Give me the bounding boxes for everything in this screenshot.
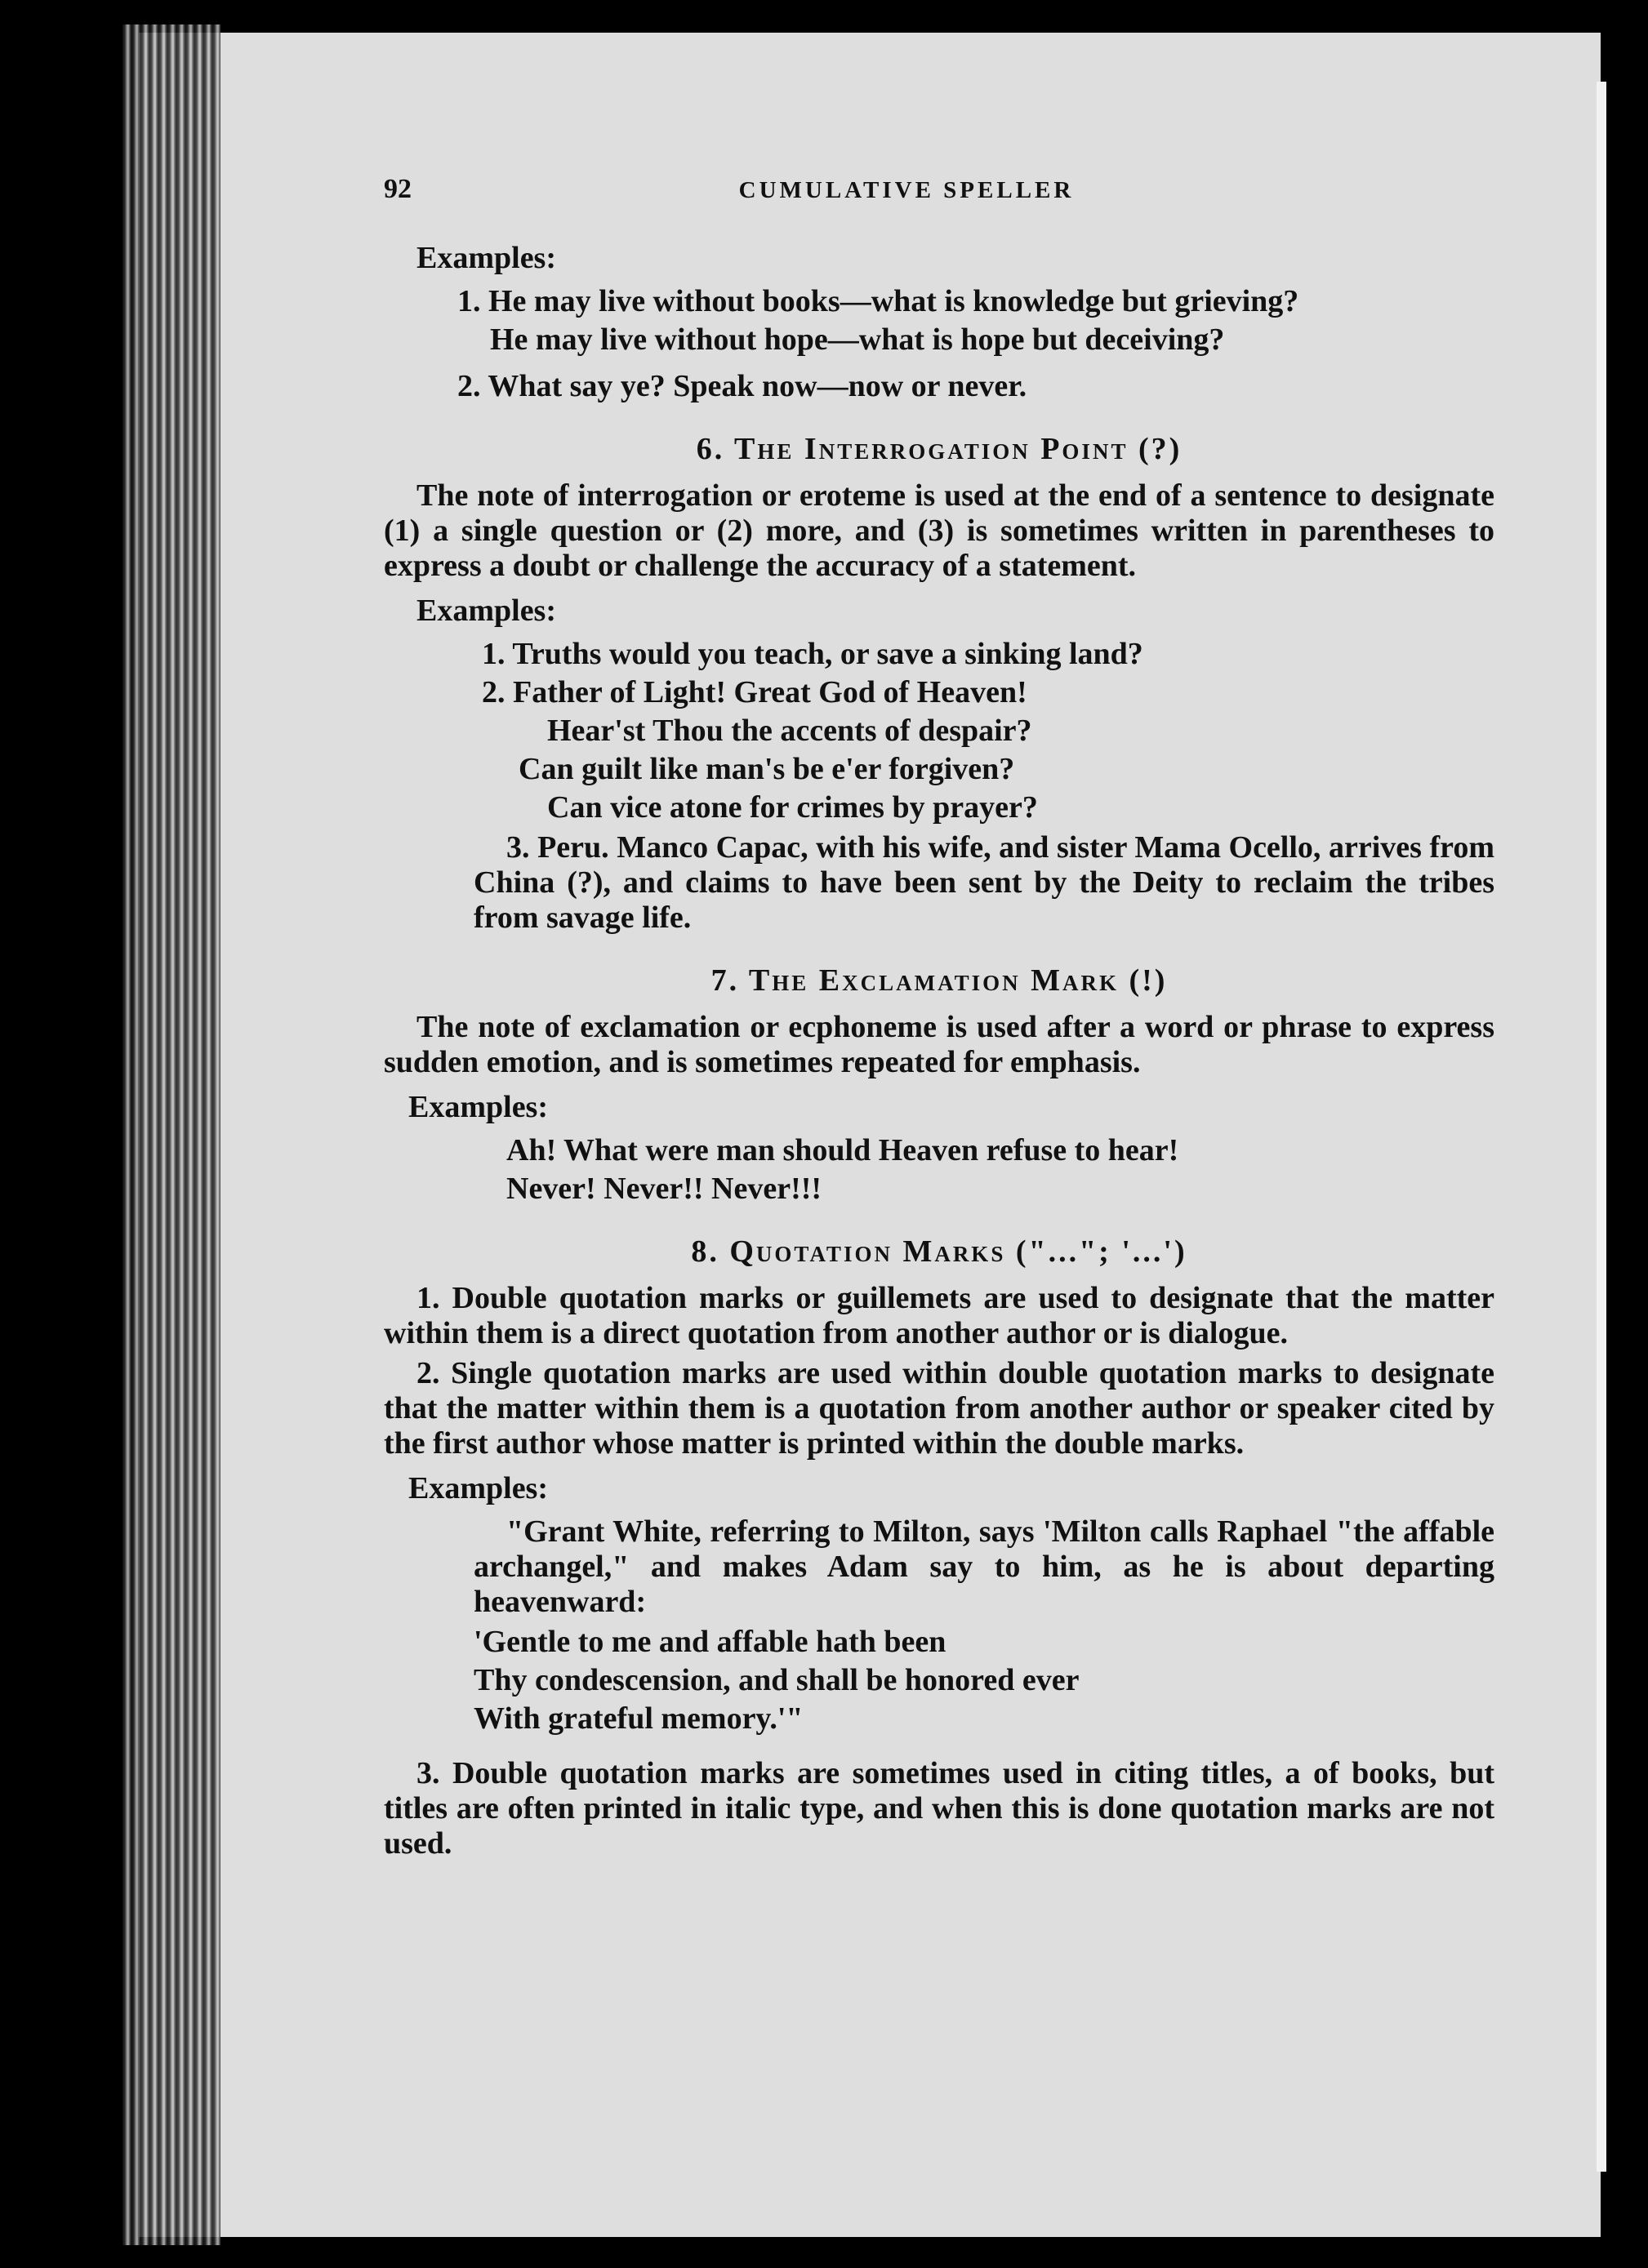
page-number: 92 [384, 174, 412, 204]
verse-line: Hear'st Thou the accents of despair? [547, 714, 1032, 748]
section-paragraph: 3. Double quotation marks are sometimes used in citing titles, a of books, but titles are often printed in italic type, and when this is done quotation marks are not used. [384, 1756, 1494, 1861]
example-line: 1. He may live without books—what is knowledge but grieving? [457, 284, 1299, 318]
examples-label: Examples: [408, 1471, 548, 1505]
example-line: 2. Father of Light! Great God of Heaven! [482, 675, 1027, 709]
running-head: CUMULATIVE SPELLER [738, 177, 1075, 203]
spacer [384, 1740, 1494, 1756]
verse-line: Can vice atone for crimes by prayer? [547, 790, 1038, 825]
example-line: 2. What say ye? Speak now—now or never. [457, 369, 1027, 403]
example-line: 1. Truths would you teach, or save a sinking land? [482, 637, 1143, 671]
page-content [384, 171, 1494, 1866]
example-paragraph: "Grant White, referring to Milton, says 'Milton calls Raphael "the affable archangel," and makes Adam say to him, as he is about departing heavenward: [474, 1514, 1494, 1619]
page-header [384, 171, 1494, 208]
example-paragraph: 3. Peru. Manco Capac, with his wife, and sister Mama Ocello, arrives from China (?), and claims to have been sent by the Deity to reclaim the tribes from savage life. [474, 830, 1494, 935]
examples-label: Examples: [408, 1090, 548, 1124]
section-paragraph: 1. Double quotation marks or guillemets are used to designate that the matter within them is a direct quotation from another author or is dialogue. [384, 1281, 1494, 1350]
section-paragraph: 2. Single quotation marks are used within double quotation marks to designate that the matter within them is a quotation from another author or speaker cited by the first author whose matter is printed within the double marks. [384, 1356, 1494, 1461]
section-paragraph: The note of interrogation or eroteme is used at the end of a sentence to designate (1) a single question or (2) more, and (3) is sometimes written in parentheses to express a doubt or challenge the accuracy of a statement. [384, 478, 1494, 583]
section-heading: 7. The Exclamation Mark (!) [710, 963, 1168, 998]
book-binding-edge [122, 24, 220, 2245]
verse-line: Thy condescension, and shall be honored ever [474, 1663, 1080, 1697]
examples-label: Examples: [416, 241, 556, 275]
example-line: He may live without hope—what is hope but deceiving? [490, 322, 1225, 357]
example-line: Ah! What were man should Heaven refuse to hear! [506, 1133, 1179, 1167]
verse-line: 'Gentle to me and affable hath been [474, 1625, 946, 1659]
examples-label: Examples: [416, 594, 556, 628]
section-heading: 6. The Interrogation Point (?) [696, 432, 1183, 466]
section-paragraph: The note of exclamation or ecphoneme is used after a word or phrase to express sudden emotion, and is sometimes repeated for emphasis. [384, 1010, 1494, 1079]
example-line: Never! Never!! Never!!! [506, 1172, 822, 1206]
verse-line: Can guilt like man's be e'er forgiven? [519, 752, 1015, 786]
verse-line: With grateful memory.'" [474, 1701, 804, 1736]
page-edge-right [1597, 82, 1606, 2172]
section-heading: 8. Quotation Marks ("..."; '...') [691, 1234, 1187, 1269]
